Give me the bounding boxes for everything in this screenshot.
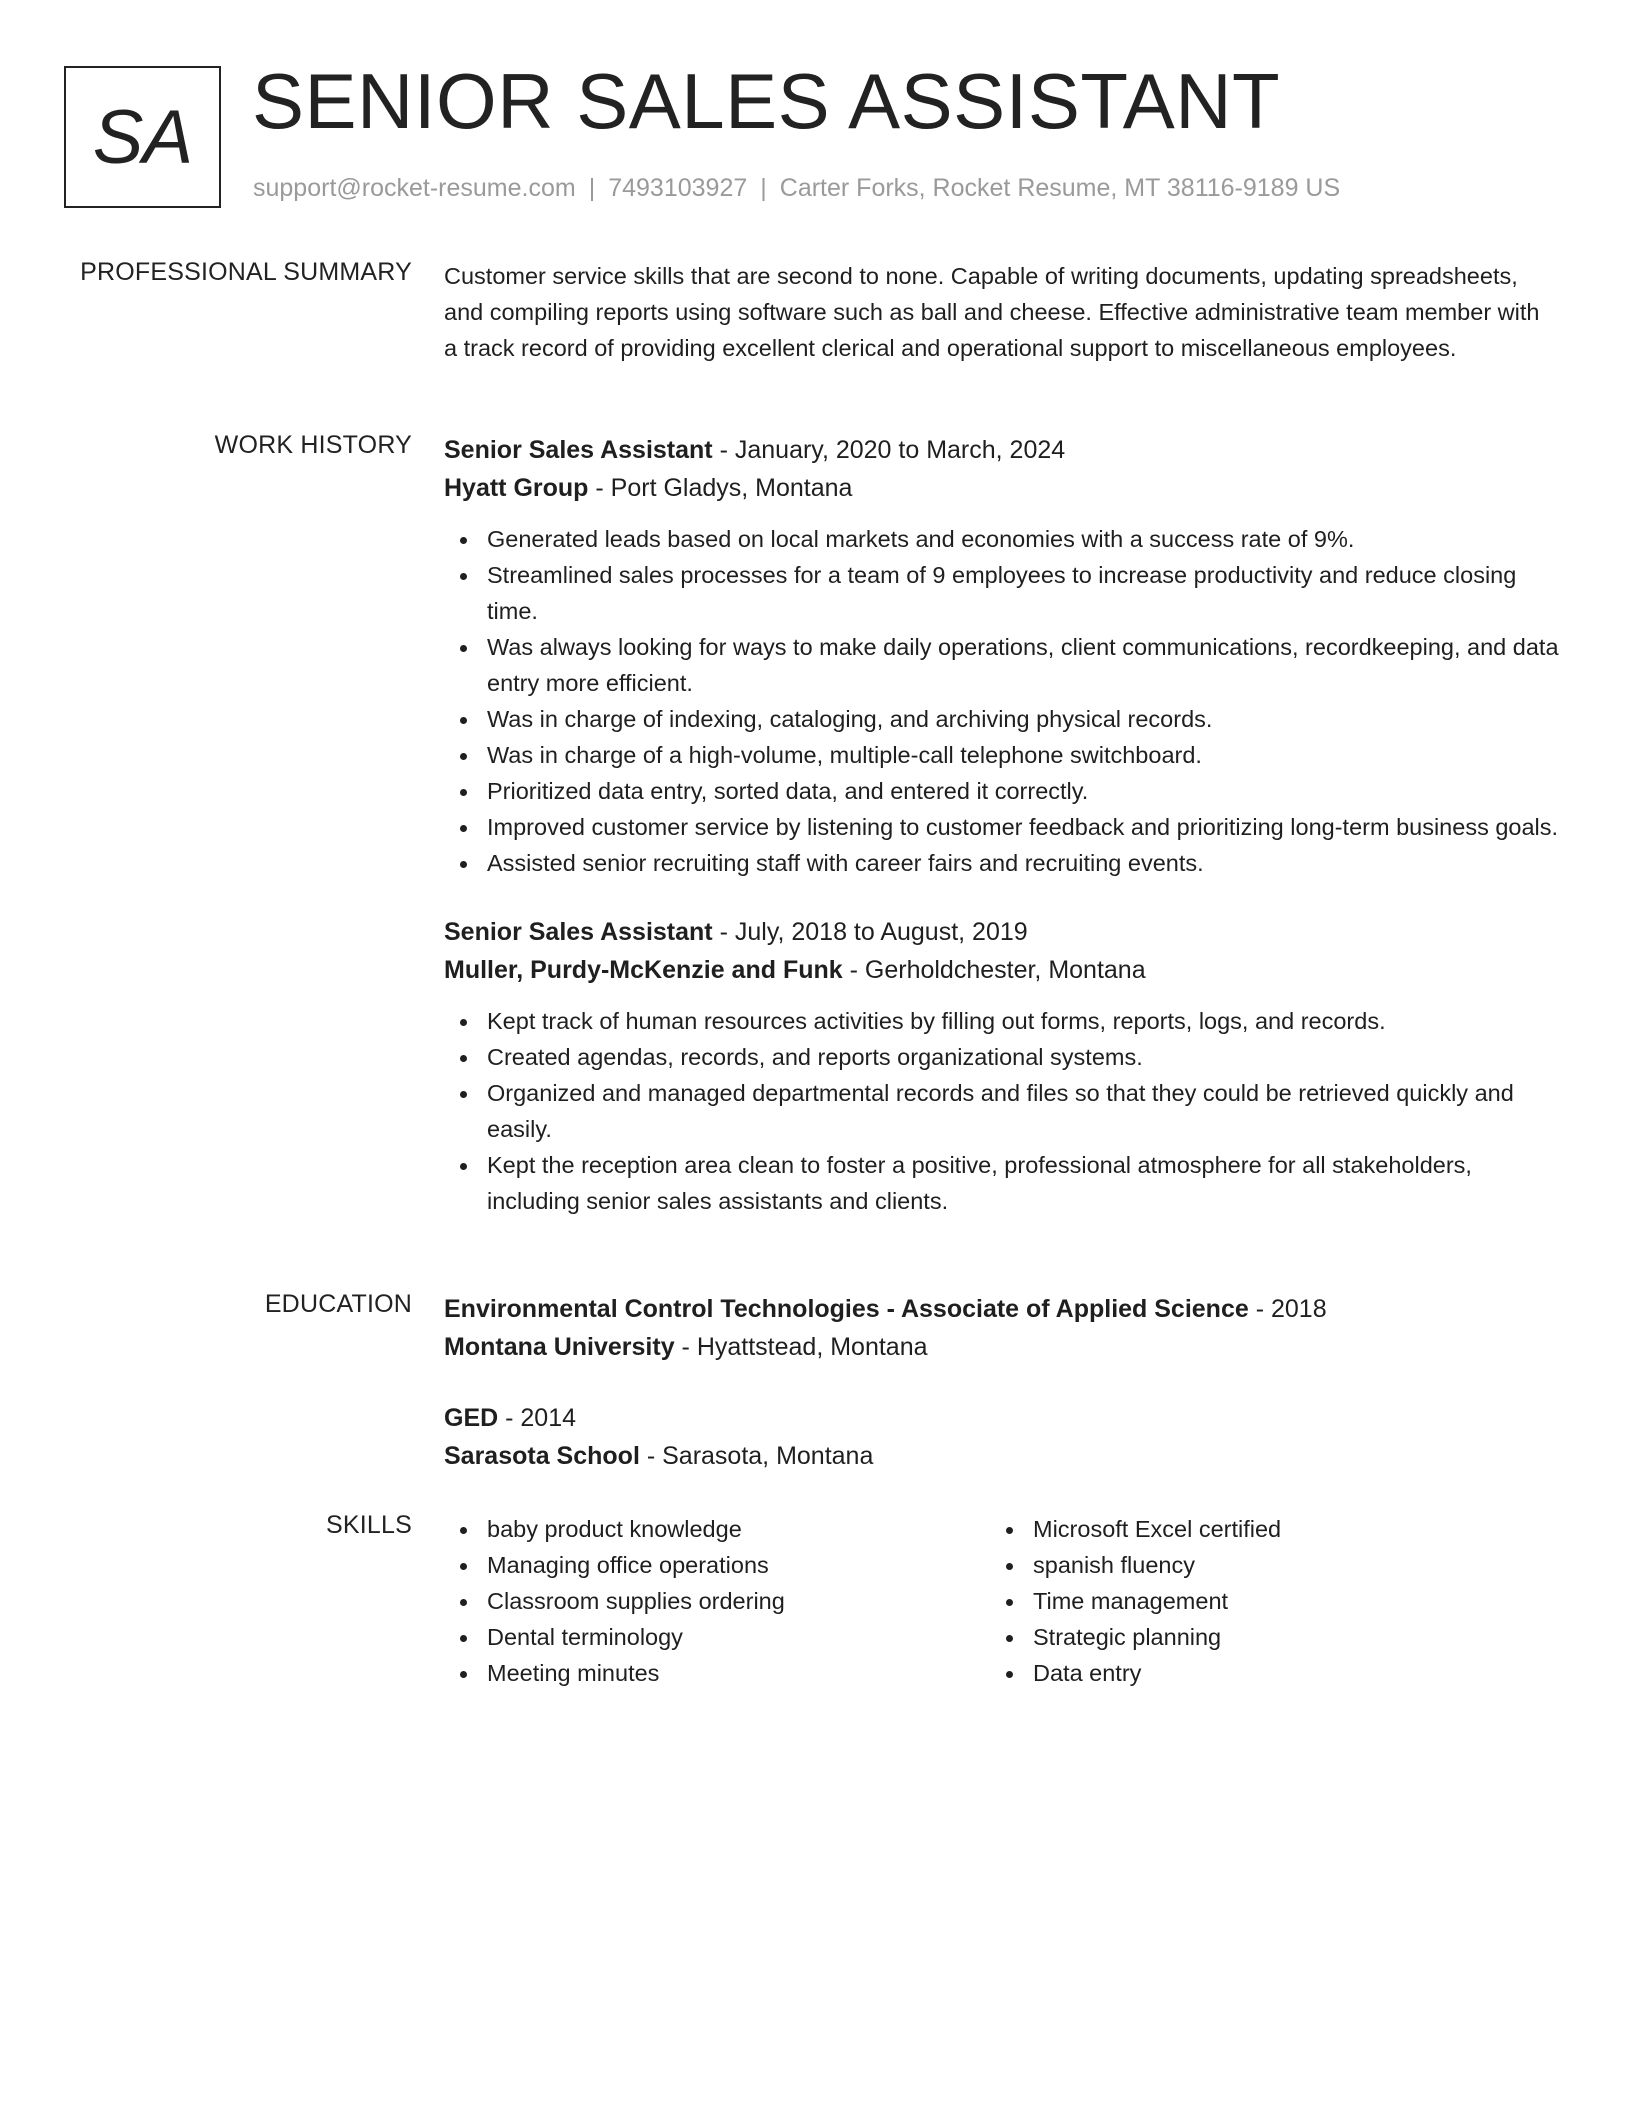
section-label-work-history: WORK HISTORY xyxy=(214,431,412,459)
job-bullet: Created agendas, records, and reports organizational systems. xyxy=(444,1039,1559,1075)
job-bullet-list xyxy=(444,521,1559,881)
contact-phone: 7493103927 xyxy=(608,174,748,202)
job-bullet: Assisted senior recruiting staff with career fairs and recruiting events. xyxy=(444,845,1559,881)
page-title: SENIOR SALES ASSISTANT xyxy=(252,57,1281,145)
skill-item: spanish fluency xyxy=(990,1547,1536,1583)
skills-column-right xyxy=(990,1511,1536,1691)
skill-item: Microsoft Excel certified xyxy=(990,1511,1536,1547)
job-bullet: Organized and managed departmental records and files so that they could be retrieved quickly and easily. xyxy=(444,1075,1559,1147)
skills-list-right xyxy=(990,1511,1536,1691)
job-bullet: Generated leads based on local markets and economies with a success rate of 9%. xyxy=(444,521,1559,557)
job-dates: - January, 2020 to March, 2024 xyxy=(712,436,1066,464)
education-year: - 2018 xyxy=(1248,1295,1327,1323)
summary-text: Customer service skills that are second to none. Capable of writing documents, updating spreadsheets, and compiling reports using software such as ball and cheese. Effective administrative team member with a track record of providing excellent clerical and operational support to miscellaneous employees. xyxy=(444,263,1540,361)
job-bullet: Kept track of human resources activities by filling out forms, reports, logs, and records. xyxy=(444,1003,1559,1039)
education-degree-line xyxy=(444,1290,1559,1328)
job-company: Muller, Purdy-McKenzie and Funk xyxy=(444,956,843,984)
job-location: - Gerholdchester, Montana xyxy=(842,956,1146,984)
job-entry xyxy=(444,431,1559,881)
skill-item: Classroom supplies ordering xyxy=(444,1583,990,1619)
skill-item: Time management xyxy=(990,1583,1536,1619)
job-title-line xyxy=(444,431,1559,469)
education-degree-line xyxy=(444,1399,1559,1437)
job-bullet: Was in charge of indexing, cataloging, and archiving physical records. xyxy=(444,701,1559,737)
job-bullet: Streamlined sales processes for a team of 9 employees to increase productivity and reduce closing time. xyxy=(444,557,1559,629)
job-title: Senior Sales Assistant xyxy=(444,436,713,464)
job-company: Hyatt Group xyxy=(444,474,589,502)
job-bullet: Improved customer service by listening to customer feedback and prioritizing long-term business goals. xyxy=(444,809,1559,845)
job-entry xyxy=(444,913,1559,1219)
education-location: - Sarasota, Montana xyxy=(639,1442,874,1470)
education-school-line xyxy=(444,1437,1559,1475)
job-bullet: Prioritized data entry, sorted data, and entered it correctly. xyxy=(444,773,1559,809)
education-entry xyxy=(444,1399,1559,1475)
contact-line xyxy=(253,174,1340,203)
contact-separator: | xyxy=(760,174,767,202)
monogram-logo: SA xyxy=(64,66,221,208)
skill-item: Strategic planning xyxy=(990,1619,1536,1655)
job-bullet: Was always looking for ways to make daily operations, client communications, recordkeeping, and data entry more efficient. xyxy=(444,629,1559,701)
education-year: - 2014 xyxy=(498,1404,577,1432)
education-location: - Hyattstead, Montana xyxy=(674,1333,928,1361)
education-body xyxy=(444,1290,1559,1508)
job-bullet: Kept the reception area clean to foster a positive, professional atmosphere for all stakeholders, including senior sales assistants and clients. xyxy=(444,1147,1559,1219)
education-school-line xyxy=(444,1328,1559,1366)
education-school: Montana University xyxy=(444,1333,675,1361)
skill-item: baby product knowledge xyxy=(444,1511,990,1547)
education-entry xyxy=(444,1290,1559,1366)
summary-body xyxy=(444,258,1559,366)
section-label-skills: SKILLS xyxy=(326,1511,412,1539)
skill-item: Meeting minutes xyxy=(444,1655,990,1691)
job-location: - Port Gladys, Montana xyxy=(588,474,853,502)
job-company-line xyxy=(444,469,1559,507)
job-title: Senior Sales Assistant xyxy=(444,918,713,946)
contact-separator: | xyxy=(588,174,596,202)
skill-item: Managing office operations xyxy=(444,1547,990,1583)
education-school: Sarasota School xyxy=(444,1442,640,1470)
contact-email: support@rocket-resume.com xyxy=(253,174,576,202)
skills-body xyxy=(444,1511,1559,1691)
job-bullet-list xyxy=(444,1003,1559,1219)
section-label-summary: PROFESSIONAL SUMMARY xyxy=(80,258,412,286)
skills-column-left xyxy=(444,1511,990,1691)
resume-header xyxy=(0,0,1632,230)
job-dates: - July, 2018 to August, 2019 xyxy=(712,918,1028,946)
education-degree: Environmental Control Technologies - Associate of Applied Science xyxy=(444,1295,1249,1323)
skills-columns xyxy=(444,1511,1559,1691)
education-degree: GED xyxy=(444,1404,499,1432)
section-label-education: EDUCATION xyxy=(264,1290,412,1318)
job-company-line xyxy=(444,951,1559,989)
job-title-line xyxy=(444,913,1559,951)
skill-item: Dental terminology xyxy=(444,1619,990,1655)
skills-list-left xyxy=(444,1511,990,1691)
contact-address: Carter Forks, Rocket Resume, MT 38116-9189 US xyxy=(779,174,1341,202)
work-history-body xyxy=(444,431,1559,1251)
job-bullet: Was in charge of a high-volume, multiple-call telephone switchboard. xyxy=(444,737,1559,773)
skill-item: Data entry xyxy=(990,1655,1536,1691)
